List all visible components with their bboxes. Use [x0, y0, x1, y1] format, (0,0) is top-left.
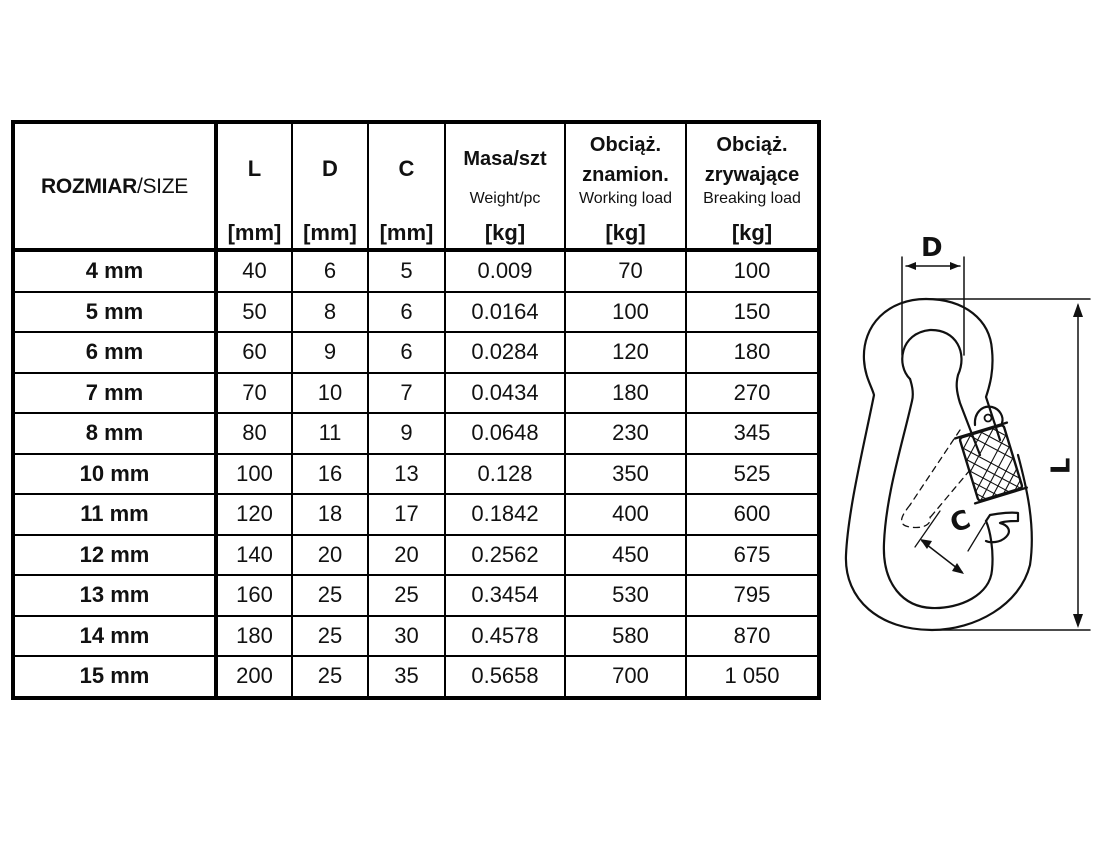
cell-c: 6 — [368, 292, 445, 333]
carabiner-spec-table — [11, 120, 821, 700]
cell-breaking-load: 100 — [686, 250, 819, 292]
cell-c: 7 — [368, 373, 445, 414]
cell-working-load: 350 — [565, 454, 686, 495]
cell-l: 140 — [216, 535, 292, 576]
cell-l: 120 — [216, 494, 292, 535]
carabiner-screw-lock-icon — [840, 225, 1100, 645]
header-working-load-title — [566, 130, 685, 190]
cell-c: 13 — [368, 454, 445, 495]
cell-l: 70 — [216, 373, 292, 414]
cell-size: 6 mm — [13, 332, 216, 373]
cell-weight: 0.1842 — [445, 494, 565, 535]
cell-c: 30 — [368, 616, 445, 657]
header-l-unit: [mm] — [227, 220, 282, 245]
cell-working-load: 580 — [565, 616, 686, 657]
cell-breaking-load: 675 — [686, 535, 819, 576]
cell-weight: 0.0434 — [445, 373, 565, 414]
cell-l: 50 — [216, 292, 292, 333]
table-row — [13, 373, 819, 414]
header-breaking-load-line2: zrywające — [704, 164, 800, 186]
cell-c: 20 — [368, 535, 445, 576]
header-working-load-line1: Obciąż. — [589, 134, 662, 156]
cell-working-load: 100 — [565, 292, 686, 333]
table-row — [13, 656, 819, 698]
cell-size: 11 mm — [13, 494, 216, 535]
table-header-row — [13, 122, 819, 250]
header-breaking-load — [686, 122, 819, 250]
cell-weight: 0.128 — [445, 454, 565, 495]
cell-size: 7 mm — [13, 373, 216, 414]
cell-l: 200 — [216, 656, 292, 698]
header-c — [368, 122, 445, 250]
table-row — [13, 250, 819, 292]
cell-working-load: 230 — [565, 413, 686, 454]
cell-working-load: 450 — [565, 535, 686, 576]
carabiner-diagram — [840, 225, 1100, 645]
header-breaking-load-line1: Obciąż. — [716, 134, 788, 156]
cell-d: 11 — [292, 413, 368, 454]
dimension-label-c: C — [946, 504, 975, 540]
cell-breaking-load: 180 — [686, 332, 819, 373]
table-body — [13, 250, 819, 698]
cell-c: 6 — [368, 332, 445, 373]
header-size-normal: /SIZE — [136, 175, 188, 198]
cell-l: 100 — [216, 454, 292, 495]
cell-breaking-load: 870 — [686, 616, 819, 657]
cell-d: 10 — [292, 373, 368, 414]
header-l-label: L — [247, 156, 262, 181]
header-d — [292, 122, 368, 250]
cell-size: 8 mm — [13, 413, 216, 454]
cell-size: 10 mm — [13, 454, 216, 495]
header-breaking-load-subtitle: Breaking load — [703, 190, 801, 207]
cell-d: 8 — [292, 292, 368, 333]
cell-breaking-load: 150 — [686, 292, 819, 333]
cell-c: 35 — [368, 656, 445, 698]
cell-d: 25 — [292, 656, 368, 698]
header-l — [216, 122, 292, 250]
cell-size: 13 mm — [13, 575, 216, 616]
header-weight — [445, 122, 565, 250]
cell-weight: 0.5658 — [445, 656, 565, 698]
cell-weight: 0.2562 — [445, 535, 565, 576]
cell-weight: 0.0164 — [445, 292, 565, 333]
header-size — [13, 122, 216, 250]
header-breaking-load-unit: [kg] — [731, 220, 773, 245]
table-row — [13, 292, 819, 333]
cell-c: 25 — [368, 575, 445, 616]
cell-working-load: 400 — [565, 494, 686, 535]
cell-working-load: 530 — [565, 575, 686, 616]
cell-d: 25 — [292, 616, 368, 657]
cell-d: 18 — [292, 494, 368, 535]
dimension-label-l: L — [1046, 457, 1077, 475]
table-row — [13, 413, 819, 454]
header-c-unit: [mm] — [379, 220, 434, 245]
header-d-label: D — [322, 156, 338, 181]
cell-size: 14 mm — [13, 616, 216, 657]
table-row — [13, 616, 819, 657]
cell-breaking-load: 600 — [686, 494, 819, 535]
cell-weight: 0.0648 — [445, 413, 565, 454]
cell-d: 20 — [292, 535, 368, 576]
cell-d: 16 — [292, 454, 368, 495]
cell-breaking-load: 525 — [686, 454, 819, 495]
header-weight-subtitle: Weight/pc — [469, 190, 541, 207]
header-working-load-line2: znamion. — [582, 164, 669, 186]
cell-weight: 0.009 — [445, 250, 565, 292]
header-c-label: C — [398, 156, 415, 181]
table-row — [13, 535, 819, 576]
cell-l: 80 — [216, 413, 292, 454]
cell-d: 9 — [292, 332, 368, 373]
dimension-label-d: D — [921, 233, 943, 263]
cell-l: 160 — [216, 575, 292, 616]
cell-l: 60 — [216, 332, 292, 373]
table-row — [13, 575, 819, 616]
header-weight-title: Masa/szt — [463, 148, 547, 170]
header-weight-unit: [kg] — [484, 220, 526, 245]
cell-working-load: 120 — [565, 332, 686, 373]
cell-weight: 0.4578 — [445, 616, 565, 657]
cell-size: 15 mm — [13, 656, 216, 698]
header-working-load-unit: [kg] — [605, 220, 646, 245]
cell-breaking-load: 795 — [686, 575, 819, 616]
cell-size: 5 mm — [13, 292, 216, 333]
cell-size: 4 mm — [13, 250, 216, 292]
header-d-unit: [mm] — [303, 220, 357, 245]
cell-working-load: 70 — [565, 250, 686, 292]
cell-working-load: 700 — [565, 656, 686, 698]
table-row — [13, 494, 819, 535]
table-row — [13, 332, 819, 373]
cell-weight: 0.3454 — [445, 575, 565, 616]
cell-d: 6 — [292, 250, 368, 292]
cell-working-load: 180 — [565, 373, 686, 414]
cell-size: 12 mm — [13, 535, 216, 576]
cell-breaking-load: 270 — [686, 373, 819, 414]
cell-breaking-load: 345 — [686, 413, 819, 454]
cell-c: 9 — [368, 413, 445, 454]
header-working-load-subtitle: Working load — [578, 190, 673, 207]
cell-breaking-load: 1 050 — [686, 656, 819, 698]
cell-weight: 0.0284 — [445, 332, 565, 373]
header-size-bold: ROZMIAR — [41, 175, 137, 198]
table-row — [13, 454, 819, 495]
cell-l: 40 — [216, 250, 292, 292]
cell-c: 17 — [368, 494, 445, 535]
header-working-load — [565, 122, 686, 250]
cell-l: 180 — [216, 616, 292, 657]
cell-d: 25 — [292, 575, 368, 616]
cell-c: 5 — [368, 250, 445, 292]
header-breaking-load-title — [687, 130, 817, 190]
